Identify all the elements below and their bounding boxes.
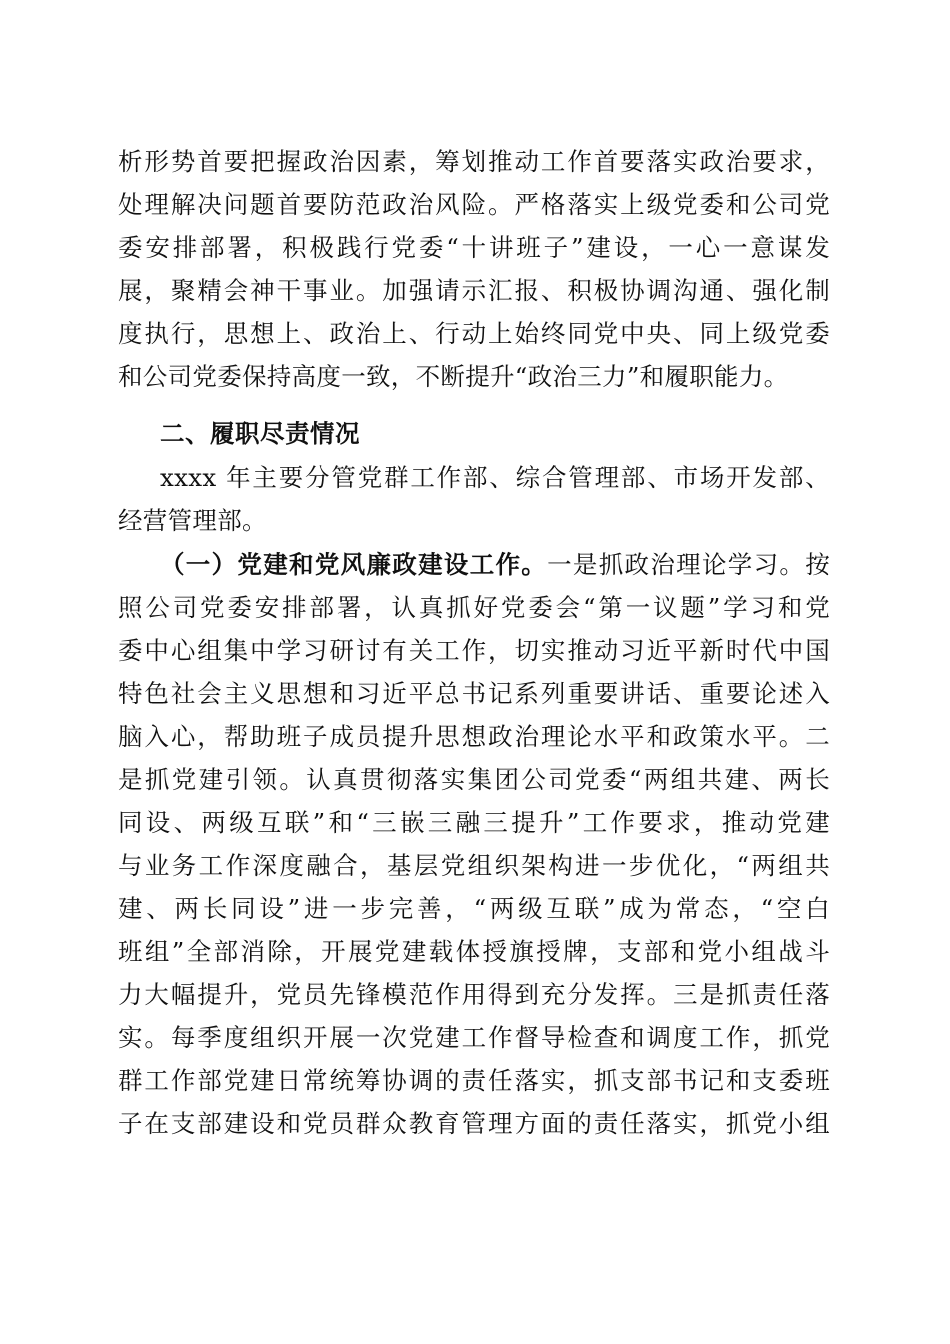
paragraph-line: 班组”全部消除，开展党建载体授旗授牌，支部和党小组战斗	[118, 937, 830, 966]
paragraph-line: 力大幅提升，党员先锋模范作用得到充分发挥。三是抓责任落	[118, 980, 830, 1009]
section-heading: 二、履职尽责情况	[160, 419, 360, 448]
paragraph-line: 与业务工作深度融合，基层党组织架构进一步优化，“两组共	[118, 851, 830, 880]
paragraph-line: 和公司党委保持高度一致，不断提升“政治三力”和履职能力。	[118, 362, 789, 391]
paragraph-line: 度执行，思想上、政治上、行动上始终同党中央、同上级党委	[118, 319, 830, 348]
subsection-title: （一）党建和党风廉政建设工作。	[160, 550, 548, 579]
paragraph-line: 委中心组集中学习研讨有关工作，切实推动习近平新时代中国	[118, 636, 830, 665]
subsection-first-line-text: 一是抓政治理论学习。按	[547, 550, 830, 579]
paragraph-line: 展，聚精会神干事业。加强请示汇报、积极协调沟通、强化制	[118, 276, 830, 305]
paragraph-line: 建、两长同设”进一步完善，“两级互联”成为常态，“空白	[118, 894, 830, 923]
paragraph-line: 同设、两级互联”和“三嵌三融三提升”工作要求，推动党建	[118, 808, 830, 837]
paragraph-line: 是抓党建引领。认真贯彻落实集团公司党委“两组共建、两长	[118, 765, 830, 794]
intro-line: xxxx 年主要分管党群工作部、综合管理部、市场开发部、	[160, 463, 830, 492]
paragraph-line: 实。每季度组织开展一次党建工作督导检查和调度工作，抓党	[118, 1023, 830, 1052]
paragraph-line: 析形势首要把握政治因素，筹划推动工作首要落实政治要求，	[118, 147, 830, 176]
paragraph-line: 群工作部党建日常统筹协调的责任落实，抓支部书记和支委班	[118, 1066, 830, 1095]
paragraph-line: 处理解决问题首要防范政治风险。严格落实上级党委和公司党	[118, 190, 830, 219]
subsection-first-line	[160, 545, 830, 585]
paragraph-line: 子在支部建设和党员群众教育管理方面的责任落实，抓党小组	[118, 1109, 830, 1138]
paragraph-line: 脑入心，帮助班子成员提升思想政治理论水平和政策水平。二	[118, 722, 830, 751]
intro-line: 经营管理部。	[118, 506, 267, 535]
paragraph-line: 照公司党委安排部署，认真抓好党委会“第一议题”学习和党	[118, 593, 830, 622]
paragraph-line: 委安排部署，积极践行党委“十讲班子”建设，一心一意谋发	[118, 233, 830, 262]
paragraph-line: 特色社会主义思想和习近平总书记系列重要讲话、重要论述入	[118, 679, 830, 708]
